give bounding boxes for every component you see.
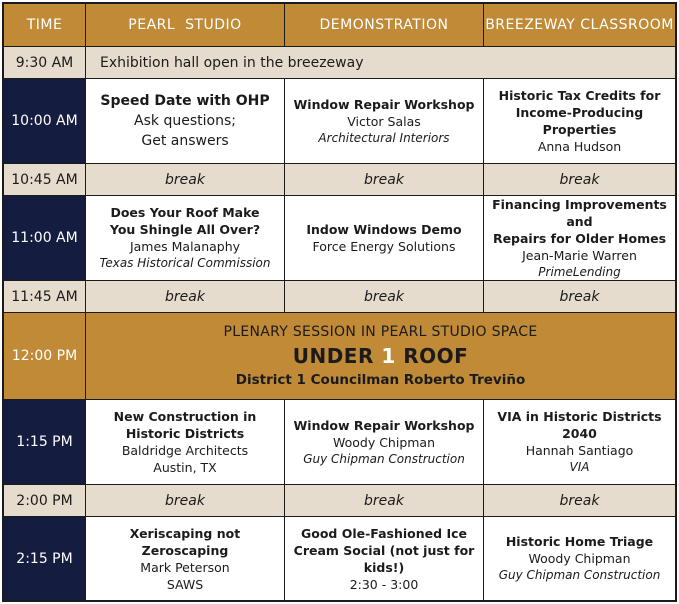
plenary-title: [293, 343, 469, 369]
plenary-title-part: ROOF: [395, 344, 469, 368]
session-presenter: Woody Chipman: [528, 551, 631, 566]
session-title: Cream Social (not just for: [293, 542, 475, 558]
session-organization: Architectural Interiors: [318, 130, 450, 145]
session-presenter: Woody Chipman: [332, 434, 436, 450]
session-indow-windows: [285, 196, 483, 280]
session-presenter: Victor Salas: [347, 113, 421, 129]
time-215: 2:15 PM: [4, 517, 85, 600]
session-organization: VIA: [569, 460, 590, 474]
session-title: VIA in Historic Districts: [497, 409, 662, 424]
time-1045: 10:45 AM: [4, 164, 85, 195]
session-title: 2040: [562, 426, 597, 441]
session-title: Historic Tax Credits for: [498, 88, 661, 103]
session-organization: Texas Historical Commission: [99, 256, 271, 270]
session-title: Historic Home Triage: [505, 534, 654, 549]
session-title: Historic Districts: [125, 426, 245, 441]
session-tax-credits: [484, 79, 675, 163]
session-title: Income-Producing: [515, 105, 644, 120]
session-ice-cream-social: [285, 517, 483, 600]
session-title: You Shingle All Over?: [109, 222, 261, 237]
session-new-construction: [86, 400, 284, 484]
session-title: Properties: [542, 122, 617, 137]
session-organization: SAWS: [166, 576, 204, 592]
header-demonstration: DEMONSTRATION: [285, 4, 483, 46]
time-1145: 11:45 AM: [4, 281, 85, 312]
schedule-grid: [2, 2, 677, 602]
session-title: Indow Windows Demo: [306, 222, 462, 237]
session-presenter: James Malanaphy: [129, 239, 241, 254]
time-200: 2:00 PM: [4, 485, 85, 516]
session-title: Speed Date with OHP: [100, 93, 270, 109]
session-presenter: Jean-Marie Warren: [522, 247, 637, 263]
session-location: Austin, TX: [153, 460, 217, 475]
break-demo-1145: break: [285, 281, 483, 312]
session-presenter: Baldridge Architects: [121, 443, 249, 458]
session-title: Window Repair Workshop: [293, 96, 475, 112]
session-title: Repairs for Older Homes: [492, 230, 667, 246]
time-930: 9:30 AM: [4, 47, 85, 78]
session-title: Financing Improvements and: [492, 196, 667, 229]
break-breezeway-1045: break: [484, 164, 675, 195]
plenary-location: PLENARY SESSION IN PEARL STUDIO SPACE: [223, 324, 538, 340]
session-title: Does Your Roof Make: [110, 205, 260, 220]
plenary-session: [86, 313, 675, 399]
break-pearl-1145: break: [86, 281, 284, 312]
break-demo-200: break: [285, 485, 483, 516]
session-title: New Construction in: [113, 409, 257, 424]
session-speed-date: [86, 79, 284, 163]
exhibition-hall-note: Exhibition hall open in the breezeway: [86, 47, 675, 78]
break-pearl-1045: break: [86, 164, 284, 195]
session-organization: Guy Chipman Construction: [498, 568, 661, 582]
header-time: TIME: [4, 4, 85, 46]
time-1200: 12:00 PM: [4, 313, 85, 399]
session-organization: Guy Chipman Construction: [303, 451, 465, 466]
session-roof: [86, 196, 284, 280]
time-1000: 10:00 AM: [4, 79, 85, 163]
session-via: [484, 400, 675, 484]
session-line: Ask questions;: [134, 113, 236, 129]
time-1100: 11:00 AM: [4, 196, 85, 280]
session-xeriscaping: [86, 517, 284, 600]
session-presenter: Hannah Santiago: [525, 443, 634, 458]
session-organization: PrimeLending: [538, 264, 621, 279]
plenary-speaker: District 1 Councilman Roberto Treviño: [235, 372, 526, 388]
session-hours: 2:30 - 3:00: [349, 576, 419, 592]
session-presenter: Anna Hudson: [537, 139, 622, 154]
header-pearl-studio: PEARL STUDIO: [86, 4, 284, 46]
session-title: kids!): [363, 559, 405, 575]
session-title: Window Repair Workshop: [293, 417, 475, 433]
session-title: Good Ole-Fashioned Ice: [301, 525, 467, 541]
session-presenter: Mark Peterson: [140, 559, 230, 575]
plenary-title-part: UNDER: [292, 344, 382, 368]
session-presenter: Force Energy Solutions: [312, 239, 456, 254]
session-financing: [484, 196, 675, 280]
break-pearl-200: break: [86, 485, 284, 516]
session-home-triage: [484, 517, 675, 600]
session-window-repair-1000: [285, 79, 483, 163]
session-line: Get answers: [141, 133, 229, 149]
time-115: 1:15 PM: [4, 400, 85, 484]
session-window-repair-115: [285, 400, 483, 484]
session-title: Zeroscaping: [141, 542, 229, 558]
session-title: Xeriscaping not: [129, 525, 241, 541]
plenary-title-number: 1: [381, 344, 396, 368]
break-demo-1045: break: [285, 164, 483, 195]
break-breezeway-1145: break: [484, 281, 675, 312]
break-breezeway-200: break: [484, 485, 675, 516]
header-breezeway-classroom: BREEZEWAY CLASSROOM: [484, 4, 675, 46]
